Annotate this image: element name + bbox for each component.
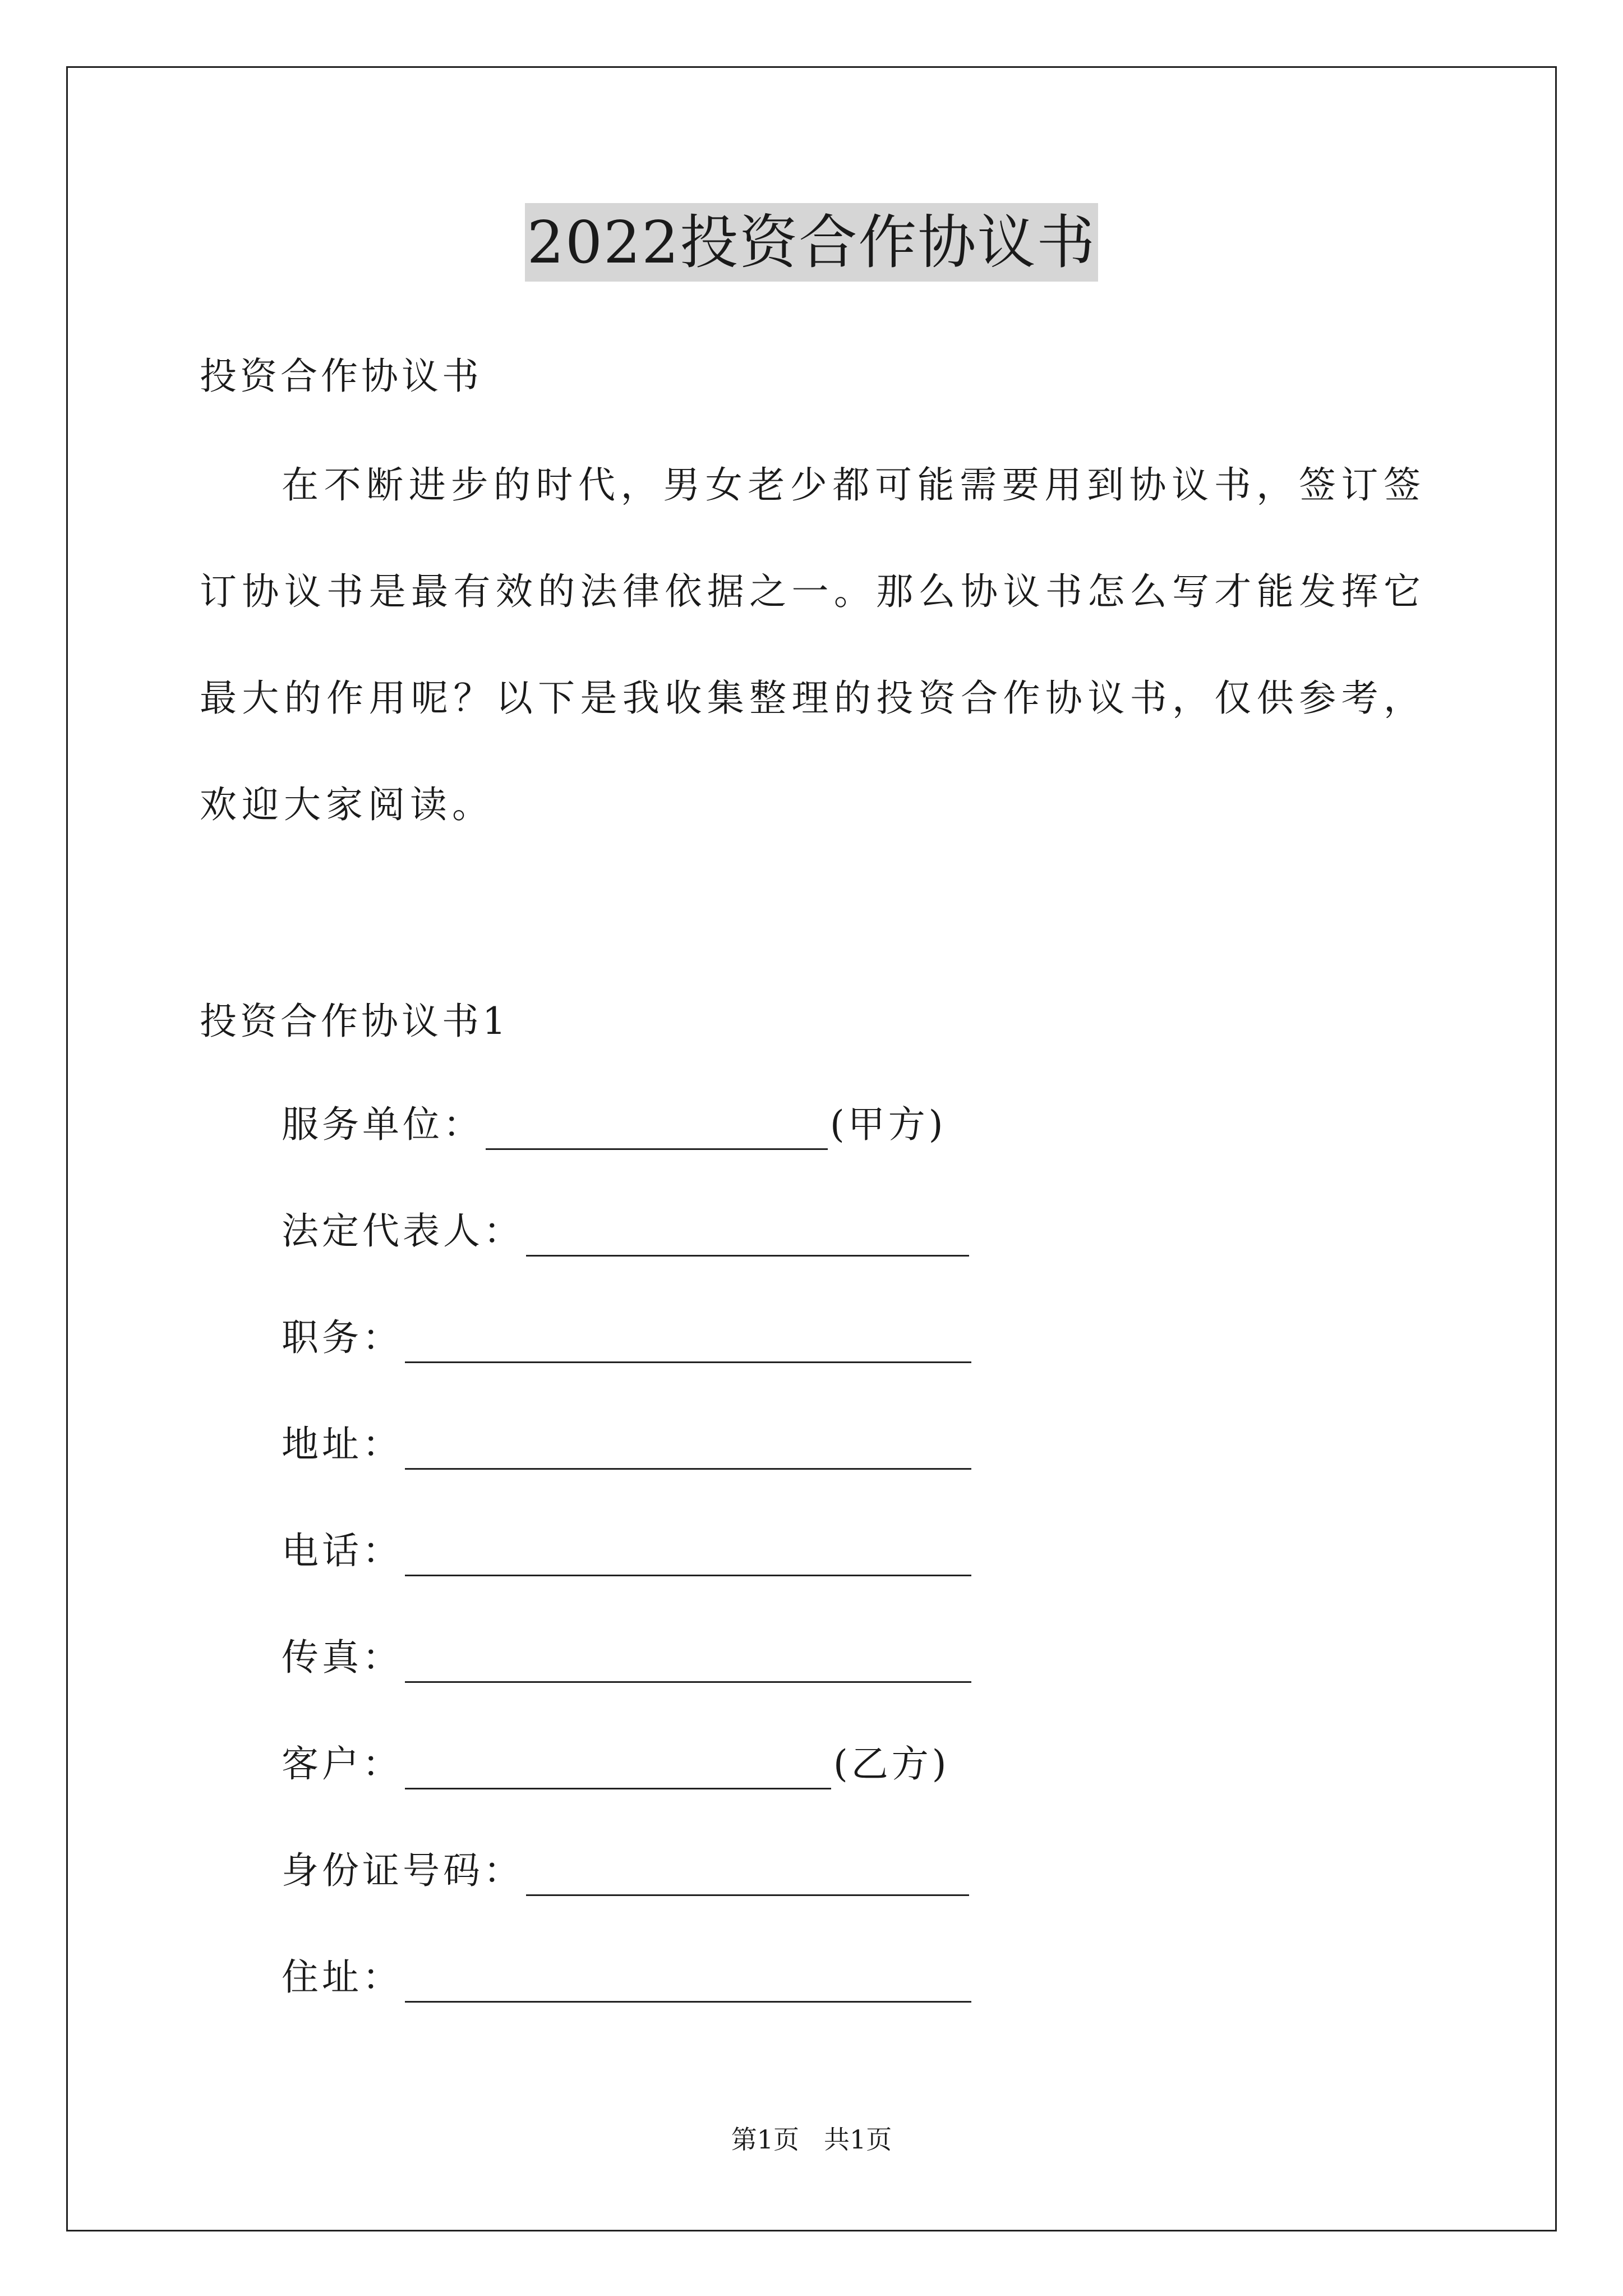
page-footer: [0, 2123, 1623, 2156]
field-id-number: [282, 1846, 971, 1896]
blank-line[interactable]: [405, 1322, 971, 1363]
document-title: 2022投资合作协议书: [525, 203, 1099, 282]
blank-line[interactable]: [405, 1535, 971, 1576]
field-label: 职务：: [282, 1316, 403, 1359]
page-total: 共1页: [823, 2124, 892, 2155]
intro-paragraph: 在不断进步的时代，男女老少都可能需要用到协议书，签订签订协议书是最有效的法律依据之一。那么协议书怎么写才能发挥它最大的作用呢？以下是我收集整理的投资合作协议书，仅供参考，欢迎大家阅读。: [200, 463, 1426, 826]
blank-line[interactable]: [405, 1962, 971, 2003]
field-fax: [282, 1632, 974, 1683]
field-label: 住址：: [282, 1955, 403, 1999]
field-label: 传真：: [282, 1636, 403, 1679]
document-subtitle: 投资合作协议书: [200, 355, 482, 398]
field-client: [282, 1739, 950, 1789]
field-service-unit: [282, 1099, 947, 1150]
field-address: [282, 1419, 974, 1470]
field-suffix: (甲方): [830, 1103, 947, 1146]
field-label: 身份证号码：: [282, 1849, 524, 1892]
field-residence: [282, 1952, 974, 2003]
section-heading: 投资合作协议书1: [200, 1000, 509, 1043]
field-legal-representative: [282, 1206, 971, 1257]
blank-line[interactable]: [405, 1749, 831, 1789]
blank-line[interactable]: [526, 1855, 969, 1896]
blank-line[interactable]: [405, 1642, 971, 1683]
field-label: 客户：: [282, 1742, 403, 1786]
blank-line[interactable]: [405, 1429, 971, 1470]
field-label: 电话：: [282, 1529, 403, 1572]
blank-line[interactable]: [486, 1109, 828, 1150]
field-label: 地址：: [282, 1423, 403, 1466]
title-wrap: [0, 203, 1623, 282]
field-phone: [282, 1526, 974, 1576]
field-label: 法定代表人：: [282, 1209, 524, 1253]
field-suffix: (乙方): [833, 1742, 950, 1786]
page-number: 第1页: [731, 2124, 800, 2155]
field-position: [282, 1313, 974, 1363]
blank-line[interactable]: [526, 1216, 969, 1257]
field-label: 服务单位：: [282, 1103, 483, 1146]
